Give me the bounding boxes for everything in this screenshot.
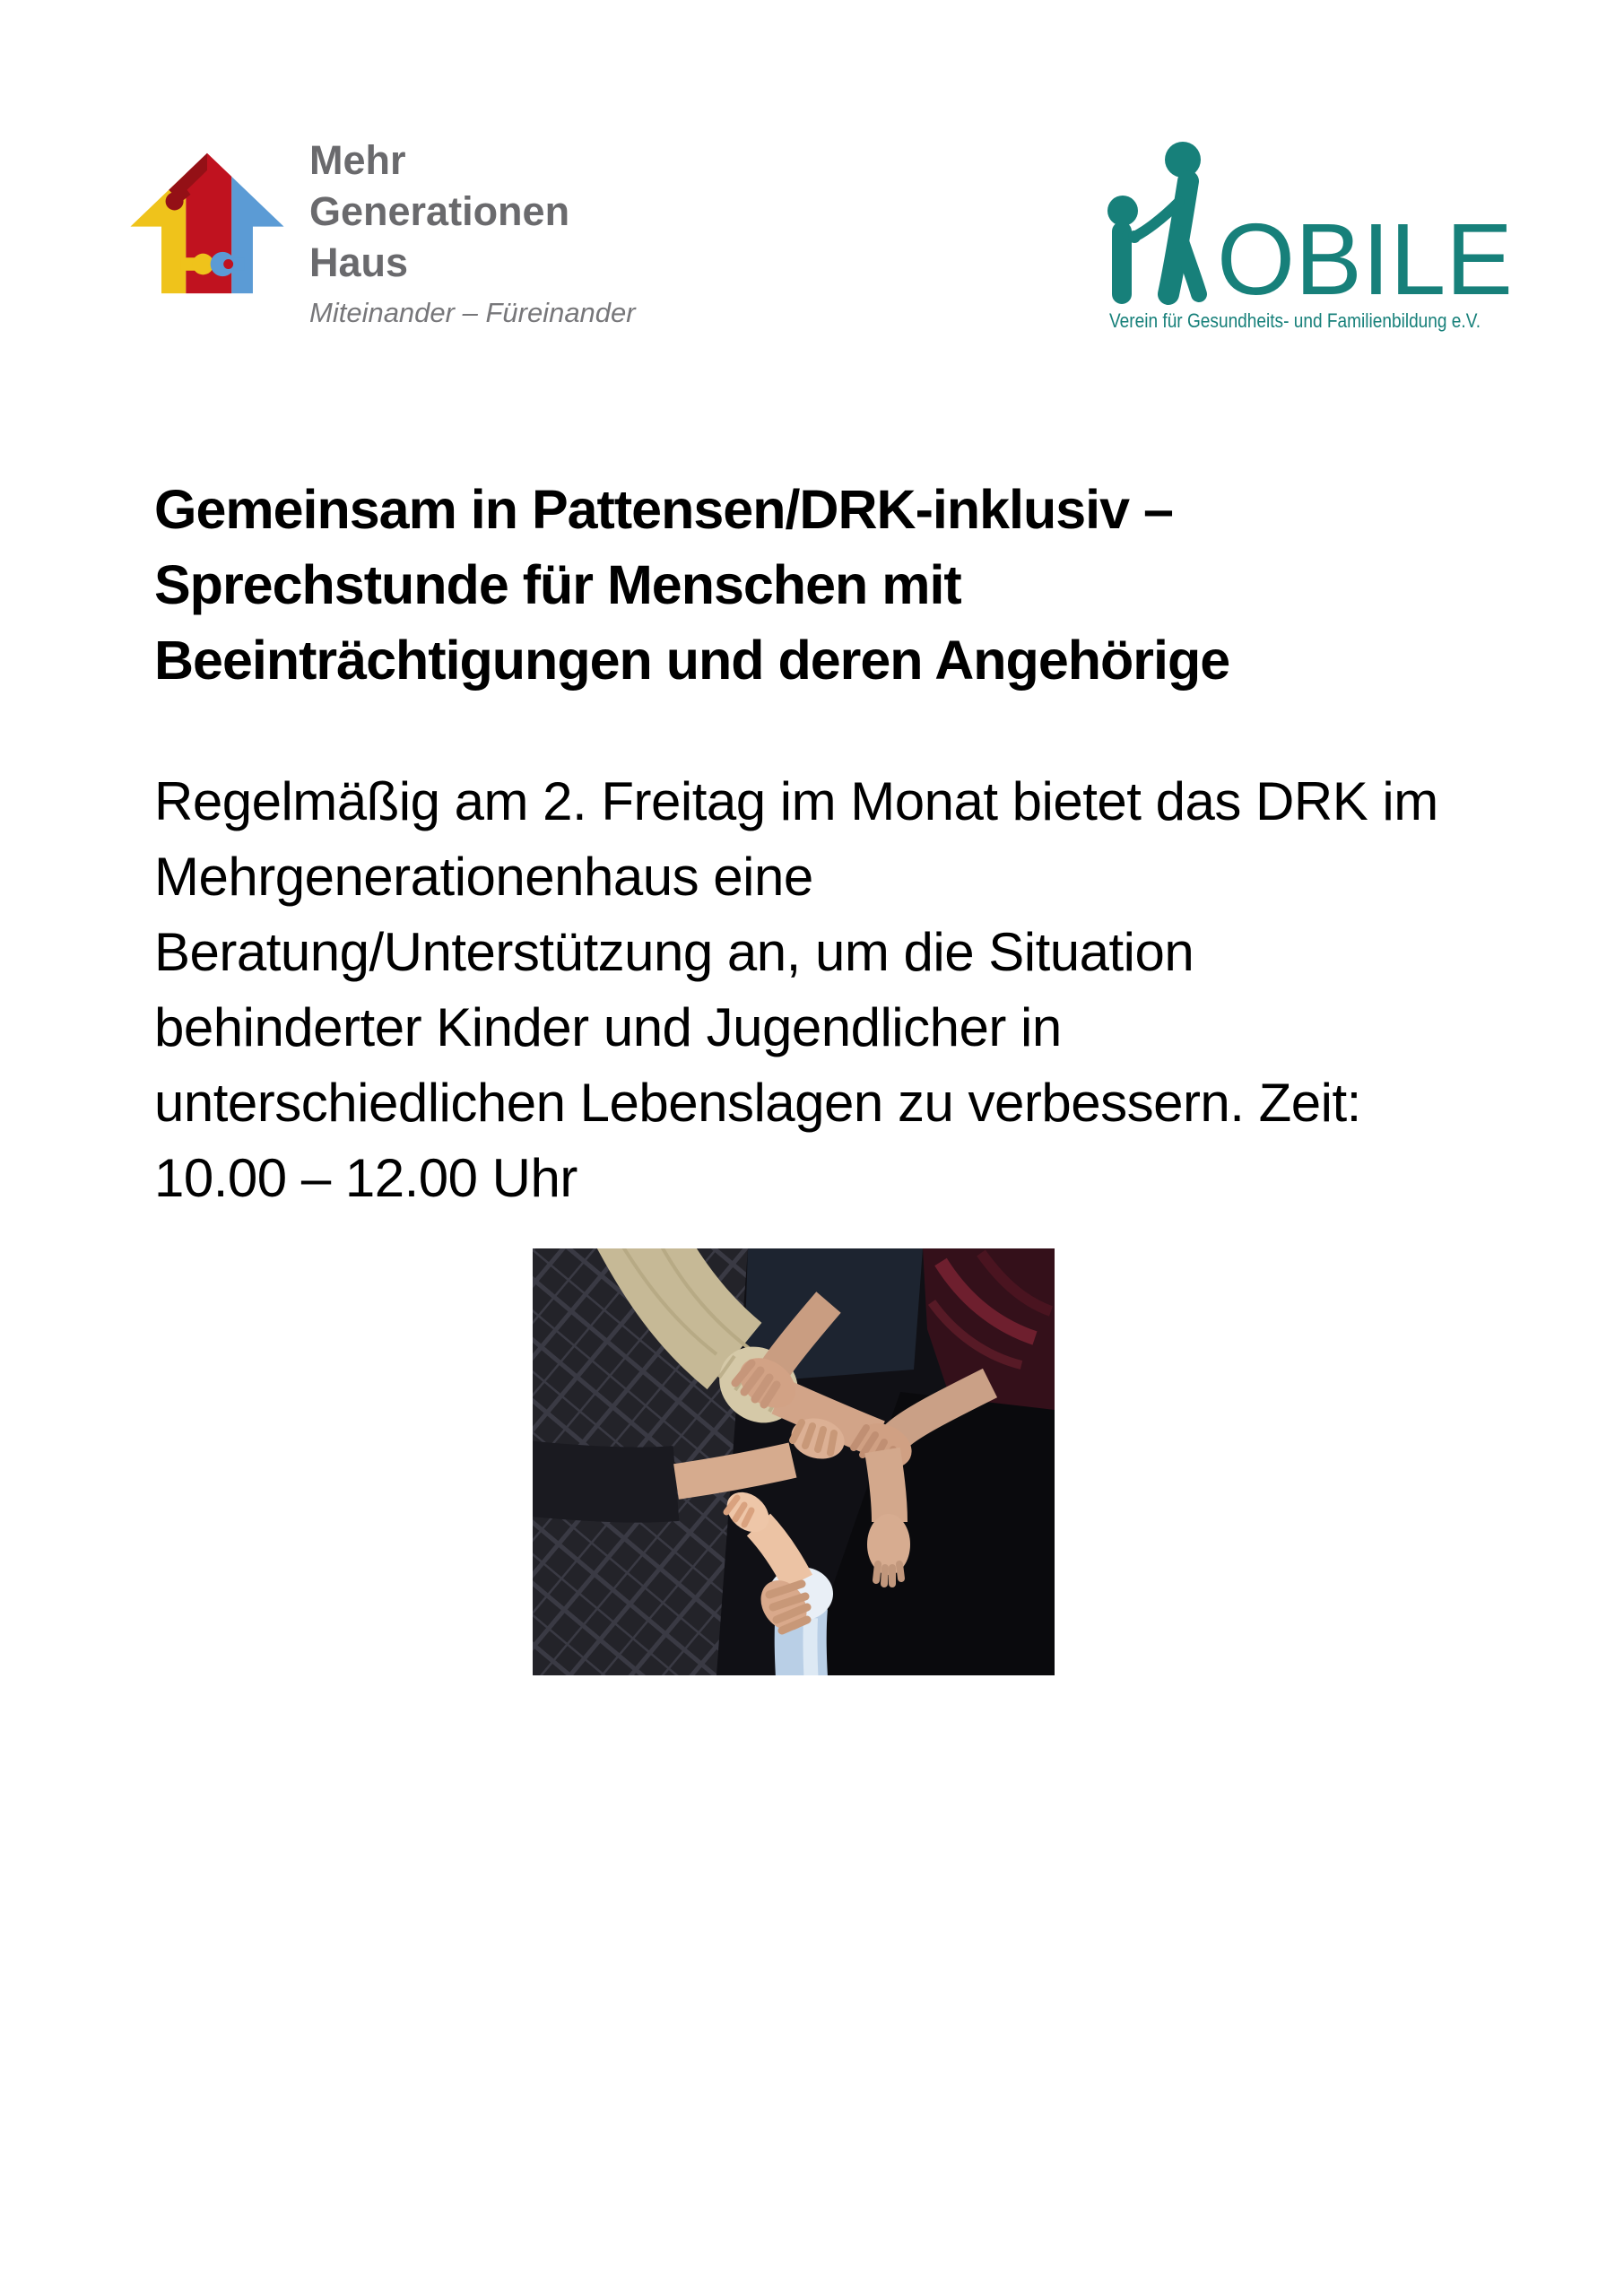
mgh-logo-line: Generationen	[309, 188, 570, 234]
heading-line: Sprechstunde für Menschen mit	[154, 554, 961, 615]
mobile-figures-icon	[1107, 142, 1201, 294]
mobile-wordmark: OBILE	[1217, 203, 1513, 316]
mgh-house-icon	[126, 142, 289, 305]
mgh-logo-line: Mehr	[309, 137, 406, 183]
page-title	[154, 472, 1229, 698]
heading-line: Beeinträchtigungen und deren Angehörige	[154, 630, 1230, 691]
mobile-logo	[1090, 126, 1520, 336]
mgh-logo-text	[309, 135, 636, 329]
mobile-subtitle: Verein für Gesundheits- und Familienbildung e.V.	[1109, 309, 1481, 332]
paragraph-line: unterschiedlichen Lebenslagen zu verbessern. Zeit:	[154, 1073, 1361, 1133]
mgh-logo-tagline: Miteinander – Füreinander	[309, 297, 636, 328]
paragraph-line: behinderter Kinder und Jugendlicher in	[154, 997, 1062, 1057]
mgh-logo-line: Haus	[309, 239, 409, 285]
paragraph-line: Beratung/Unterstützung an, um die Situation	[154, 922, 1194, 982]
paragraph-line: Mehrgenerationenhaus eine	[154, 847, 813, 907]
heading-line: Gemeinsam in Pattensen/DRK-inklusiv –	[154, 479, 1173, 540]
unity-hands-illustration	[533, 1248, 1055, 1675]
paragraph-line: 10.00 – 12.00 Uhr	[154, 1148, 578, 1208]
mgh-logo	[126, 137, 636, 348]
description-paragraph	[154, 764, 1438, 1216]
unity-hands-photo	[533, 1248, 1055, 1675]
paragraph-line: Regelmäßig am 2. Freitag im Monat bietet das DRK im	[154, 771, 1438, 831]
